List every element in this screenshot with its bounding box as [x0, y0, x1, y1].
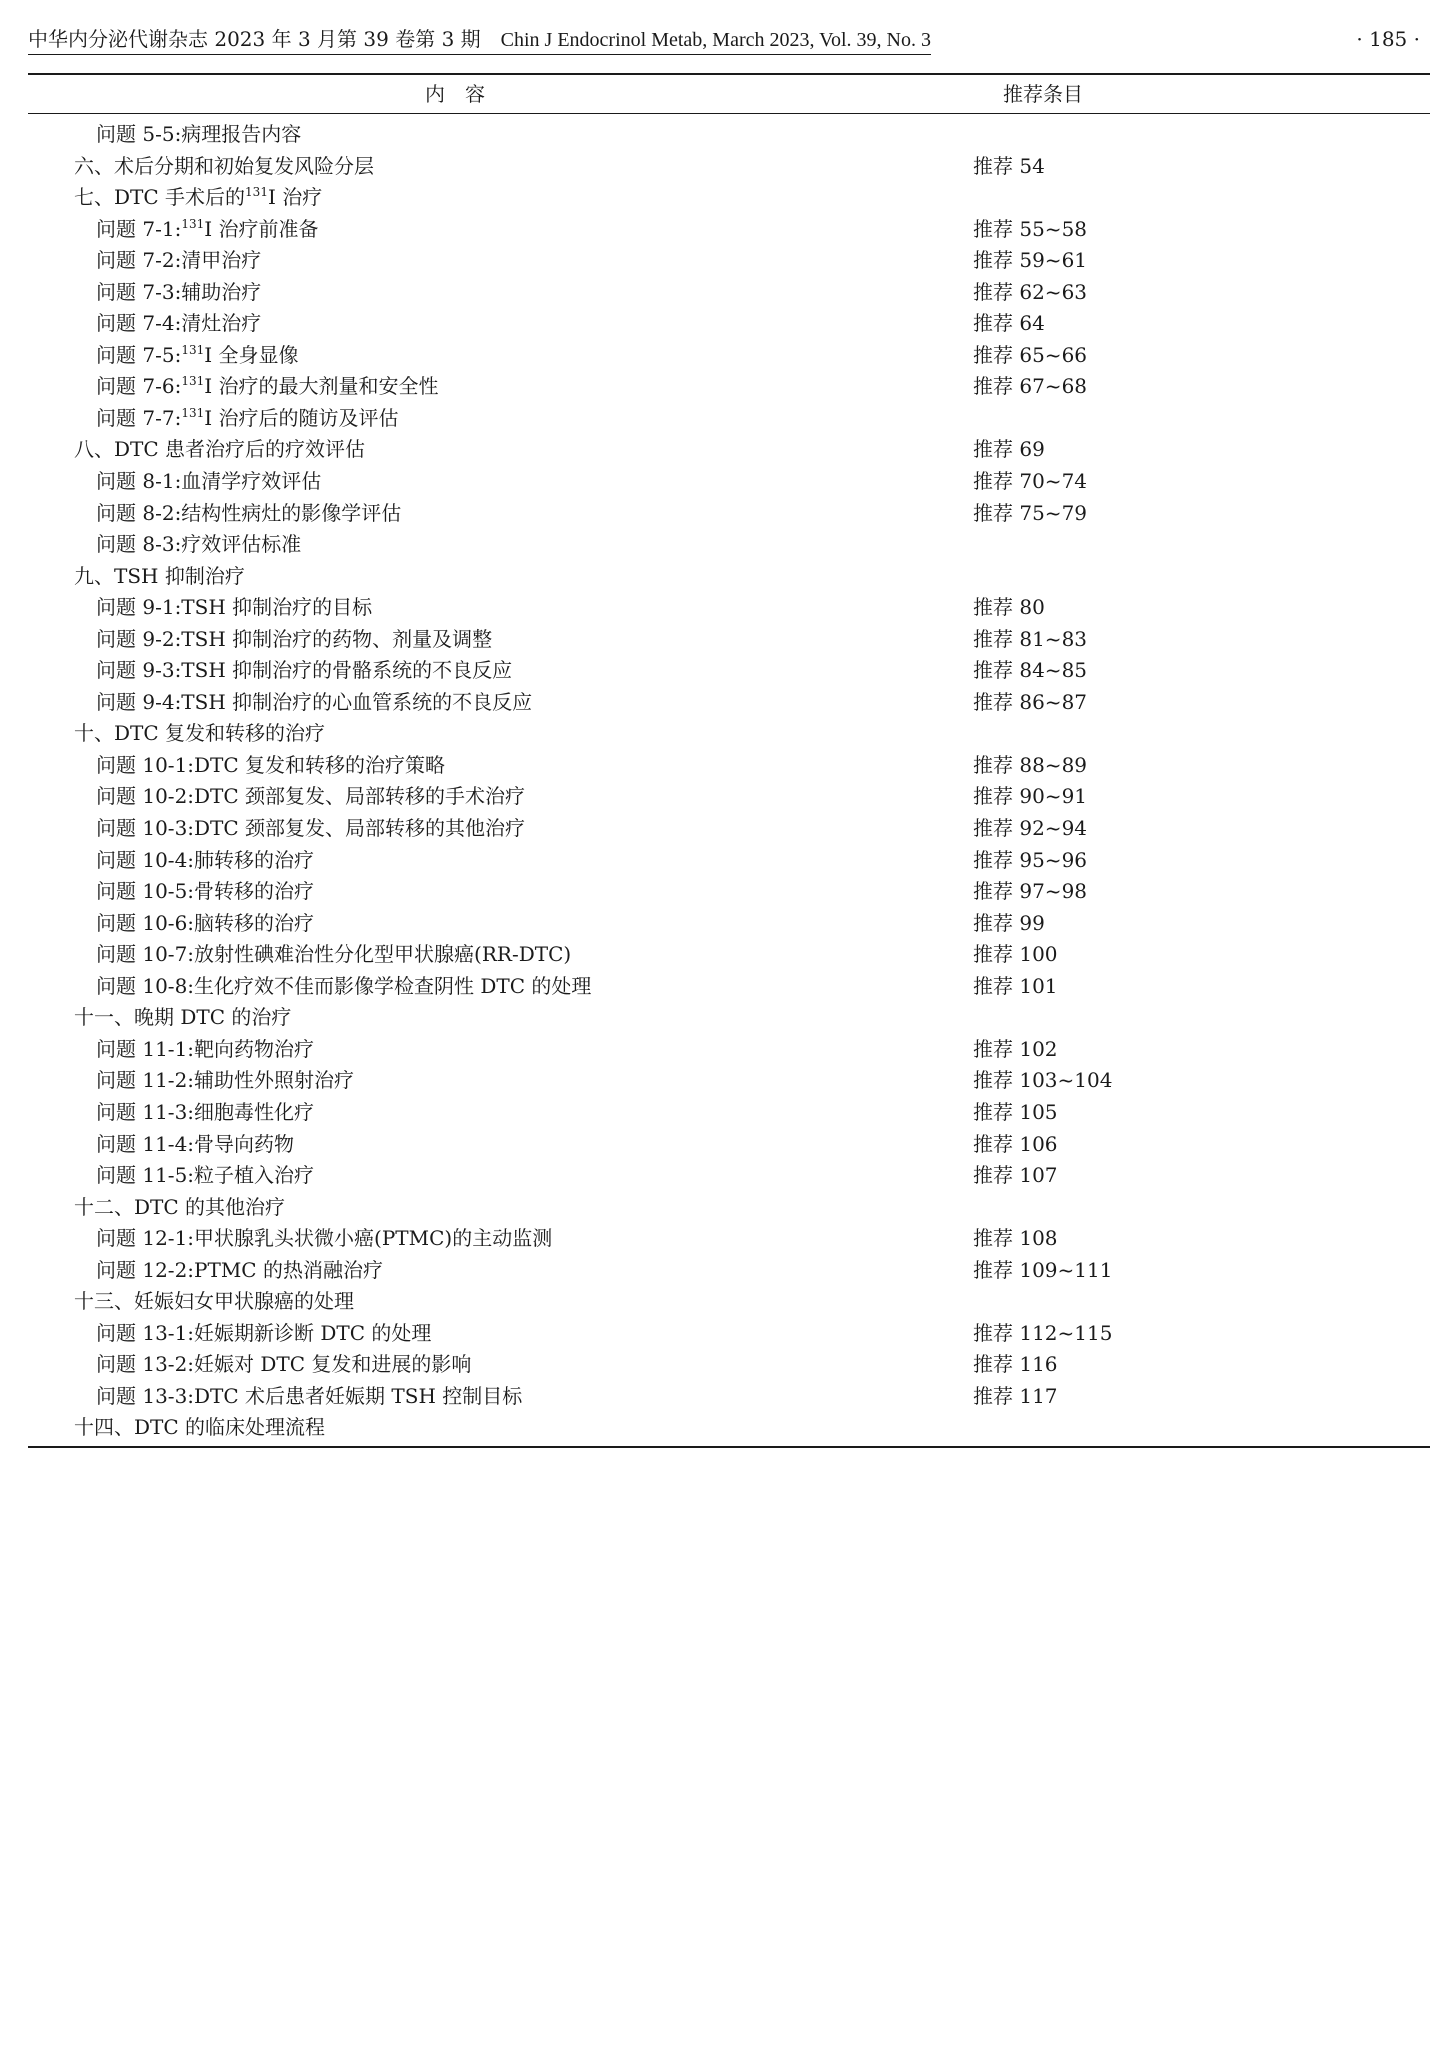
recommendation-ref: 推荐 75~79	[973, 500, 1088, 525]
table-row	[28, 434, 1430, 466]
question-title	[96, 1223, 552, 1255]
isotope-superscript: 131	[245, 185, 268, 200]
isotope-superscript: 131	[181, 405, 205, 420]
table-row	[28, 1255, 1430, 1287]
recommendation-ref: 推荐 95~96	[973, 847, 1088, 872]
question-title	[96, 340, 298, 372]
question-title	[96, 529, 301, 561]
question-title	[96, 1318, 431, 1350]
recommendation-ref: 推荐 106	[973, 1131, 1058, 1156]
journal-citation	[28, 26, 931, 55]
row-text: 问题 7-3:辅助治疗	[96, 279, 262, 304]
table-row	[28, 592, 1430, 624]
question-title	[96, 939, 571, 971]
row-text: 问题 10-3:DTC 颈部复发、局部转移的其他治疗	[96, 816, 526, 841]
recommendation-ref: 推荐 90~91	[973, 784, 1088, 809]
recommendation-ref: 推荐 88~89	[973, 752, 1088, 777]
row-text: 十三、妊娠妇女甲状腺癌的处理	[74, 1289, 354, 1314]
row-text: 问题 8-2:结构性病灶的影像学评估	[96, 500, 402, 525]
row-text: 问题 13-1:妊娠期新诊断 DTC 的处理	[96, 1320, 432, 1345]
table-row	[28, 1349, 1430, 1381]
table-row	[28, 655, 1430, 687]
row-text: 问题 5-5:病理报告内容	[96, 122, 302, 146]
row-text: 问题 8-1:血清学疗效评估	[96, 469, 322, 494]
question-title	[96, 971, 591, 1003]
row-text: 问题 7-7:	[96, 405, 182, 430]
row-text: 问题 11-2:辅助性外照射治疗	[96, 1068, 355, 1093]
recommendation-ref: 推荐 80	[973, 595, 1045, 620]
question-title	[96, 245, 261, 277]
question-title	[96, 214, 318, 246]
question-title	[96, 277, 261, 309]
recommendation-ref: 推荐 105	[973, 1099, 1058, 1124]
question-title	[96, 1160, 314, 1192]
row-text: 问题 13-2:妊娠对 DTC 复发和进展的影响	[96, 1352, 472, 1377]
table-row	[28, 245, 1430, 277]
table-row	[28, 876, 1430, 908]
page-number: · 185 ·	[1356, 27, 1420, 51]
row-text: 问题 12-1:甲状腺乳头状微小癌(PTMC)的主动监测	[96, 1226, 553, 1251]
section-title	[74, 1412, 325, 1444]
table-row	[28, 529, 1430, 561]
section-title	[74, 1192, 285, 1224]
row-text: 问题 10-8:生化疗效不佳而影像学检查阴性 DTC 的处理	[96, 973, 592, 998]
row-text: 问题 10-6:脑转移的治疗	[96, 910, 315, 935]
section-title	[74, 434, 365, 466]
question-title	[96, 876, 314, 908]
recommendation-ref: 推荐 86~87	[973, 689, 1088, 714]
question-title	[96, 466, 321, 498]
question-title	[96, 813, 525, 845]
table-row	[28, 1160, 1430, 1192]
table-row	[28, 561, 1430, 593]
table-row	[28, 1002, 1430, 1034]
row-text: 十二、DTC 的其他治疗	[74, 1194, 286, 1219]
question-title	[96, 308, 261, 340]
isotope-superscript: 131	[181, 374, 205, 389]
table-row	[28, 971, 1430, 1003]
row-text: 问题 7-4:清灶治疗	[96, 311, 262, 336]
row-text-cont: I 全身显像	[204, 342, 299, 367]
row-text: 九、TSH 抑制治疗	[74, 563, 245, 588]
row-text-cont: I 治疗的最大剂量和安全性	[204, 374, 439, 399]
table-bottom-rule	[28, 1446, 1430, 1448]
table-row	[28, 340, 1430, 372]
recommendation-ref: 推荐 54	[973, 153, 1045, 178]
row-text: 问题 11-5:粒子植入治疗	[96, 1163, 315, 1188]
table-row	[28, 498, 1430, 530]
question-title	[96, 1349, 471, 1381]
recommendation-ref: 推荐 59~61	[973, 248, 1088, 273]
journal-title-cn: 中华内分泌代谢杂志 2023 年 3 月第 39 卷第 3 期	[28, 27, 481, 51]
row-text: 问题 7-5:	[96, 342, 182, 367]
row-text: 问题 11-1:靶向药物治疗	[96, 1036, 315, 1061]
recommendation-ref: 推荐 109~111	[973, 1257, 1113, 1282]
row-text: 问题 7-1:	[96, 216, 182, 241]
table-row	[28, 781, 1430, 813]
recommendation-ref: 推荐 116	[973, 1352, 1058, 1377]
journal-title-en: Chin J Endocrinol Metab, March 2023, Vol. 39, No. 3	[500, 29, 931, 51]
row-text: 问题 10-7:放射性碘难治性分化型甲状腺癌(RR-DTC)	[96, 942, 572, 967]
table-row	[28, 1065, 1430, 1097]
recommendation-ref: 推荐 81~83	[973, 626, 1088, 651]
question-title	[96, 687, 532, 719]
question-title	[96, 655, 512, 687]
question-title	[96, 750, 445, 782]
recommendation-ref: 推荐 84~85	[973, 658, 1088, 683]
column-header-content: 内容	[425, 82, 505, 106]
row-text-cont: I 治疗前准备	[204, 216, 319, 241]
row-text: 问题 11-4:骨导向药物	[96, 1131, 295, 1156]
recommendation-ref: 推荐 62~63	[973, 279, 1088, 304]
recommendation-ref: 推荐 117	[973, 1383, 1058, 1408]
row-text: 问题 9-2:TSH 抑制治疗的药物、剂量及调整	[96, 626, 493, 651]
table-row	[28, 182, 1430, 214]
recommendation-ref: 推荐 102	[973, 1036, 1058, 1061]
row-text-cont: I 治疗后的随访及评估	[204, 405, 399, 430]
section-title	[74, 718, 325, 750]
table-row	[28, 624, 1430, 656]
row-text: 问题 13-3:DTC 术后患者妊娠期 TSH 控制目标	[96, 1383, 523, 1408]
table-row	[28, 1286, 1430, 1318]
row-text: 八、DTC 患者治疗后的疗效评估	[74, 437, 366, 462]
table-header-rule	[28, 113, 1430, 114]
table-row	[28, 151, 1430, 183]
recommendation-ref: 推荐 100	[973, 942, 1058, 967]
row-text: 六、术后分期和初始复发风险分层	[74, 153, 374, 178]
row-text-cont: I 治疗	[267, 185, 323, 210]
row-text: 问题 7-6:	[96, 374, 182, 399]
recommendation-ref: 推荐 107	[973, 1163, 1058, 1188]
table-row	[28, 813, 1430, 845]
table-row	[28, 1381, 1430, 1413]
table-row	[28, 1223, 1430, 1255]
table-row	[28, 1412, 1430, 1444]
row-text: 七、DTC 手术后的	[74, 185, 246, 210]
recommendation-ref: 推荐 103~104	[973, 1068, 1113, 1093]
question-title	[96, 1034, 314, 1066]
question-title	[96, 403, 398, 435]
table-row	[28, 1097, 1430, 1129]
section-title	[74, 151, 374, 183]
question-title	[96, 624, 492, 656]
isotope-superscript: 131	[181, 216, 205, 231]
recommendation-ref: 推荐 101	[973, 973, 1058, 998]
table-row	[28, 687, 1430, 719]
table-row	[28, 908, 1430, 940]
row-text: 问题 7-2:清甲治疗	[96, 248, 262, 273]
isotope-superscript: 131	[181, 342, 205, 357]
recommendation-ref: 推荐 69	[973, 437, 1045, 462]
row-text: 十、DTC 复发和转移的治疗	[74, 721, 326, 746]
row-text: 问题 12-2:PTMC 的热消融治疗	[96, 1257, 383, 1282]
section-title	[74, 1286, 354, 1318]
question-title	[96, 1097, 314, 1129]
row-text: 问题 10-5:骨转移的治疗	[96, 879, 315, 904]
recommendation-ref: 推荐 65~66	[973, 342, 1088, 367]
row-text: 问题 10-1:DTC 复发和转移的治疗策略	[96, 752, 446, 777]
table-row	[28, 939, 1430, 971]
question-title	[96, 592, 372, 624]
row-text: 问题 11-3:细胞毒性化疗	[96, 1099, 315, 1124]
table-row	[28, 403, 1430, 435]
table-row	[28, 1129, 1430, 1161]
table-row	[28, 277, 1430, 309]
running-header	[28, 26, 1430, 56]
question-title	[96, 781, 525, 813]
column-header-recommendation: 推荐条目	[1003, 82, 1083, 106]
row-text: 问题 10-4:肺转移的治疗	[96, 847, 315, 872]
question-title	[96, 371, 438, 403]
recommendation-ref: 推荐 70~74	[973, 469, 1088, 494]
section-title	[74, 1002, 291, 1034]
question-title	[96, 119, 301, 151]
table-row	[28, 466, 1430, 498]
row-text: 十四、DTC 的临床处理流程	[74, 1415, 326, 1440]
row-text: 问题 9-3:TSH 抑制治疗的骨骼系统的不良反应	[96, 658, 513, 683]
question-title	[96, 1129, 294, 1161]
recommendation-ref: 推荐 108	[973, 1226, 1058, 1251]
recommendation-ref: 推荐 112~115	[973, 1320, 1113, 1345]
table-top-rule	[28, 73, 1430, 75]
row-text: 问题 9-1:TSH 抑制治疗的目标	[96, 595, 373, 620]
recommendation-ref: 推荐 67~68	[973, 374, 1088, 399]
row-text: 问题 9-4:TSH 抑制治疗的心血管系统的不良反应	[96, 689, 533, 714]
question-title	[96, 845, 314, 877]
table-row	[28, 214, 1430, 246]
recommendation-ref: 推荐 64	[973, 311, 1045, 336]
table-row	[28, 119, 1430, 151]
table-row	[28, 718, 1430, 750]
question-title	[96, 1381, 522, 1413]
row-text: 问题 8-3:疗效评估标准	[96, 532, 302, 557]
recommendation-ref: 推荐 55~58	[973, 216, 1088, 241]
table-row	[28, 750, 1430, 782]
question-title	[96, 1255, 383, 1287]
table-body	[28, 119, 1430, 1444]
table-row	[28, 845, 1430, 877]
table-row	[28, 1192, 1430, 1224]
table-row	[28, 1318, 1430, 1350]
table-row	[28, 1034, 1430, 1066]
section-title	[74, 182, 322, 214]
table-row	[28, 308, 1430, 340]
recommendation-ref: 推荐 99	[973, 910, 1045, 935]
question-title	[96, 1065, 354, 1097]
recommendation-ref: 推荐 92~94	[973, 816, 1088, 841]
row-text: 问题 10-2:DTC 颈部复发、局部转移的手术治疗	[96, 784, 526, 809]
question-title	[96, 908, 314, 940]
question-title	[96, 498, 401, 530]
table-row	[28, 371, 1430, 403]
row-text: 十一、晚期 DTC 的治疗	[74, 1005, 292, 1030]
recommendation-ref: 推荐 97~98	[973, 879, 1088, 904]
section-title	[74, 561, 245, 593]
